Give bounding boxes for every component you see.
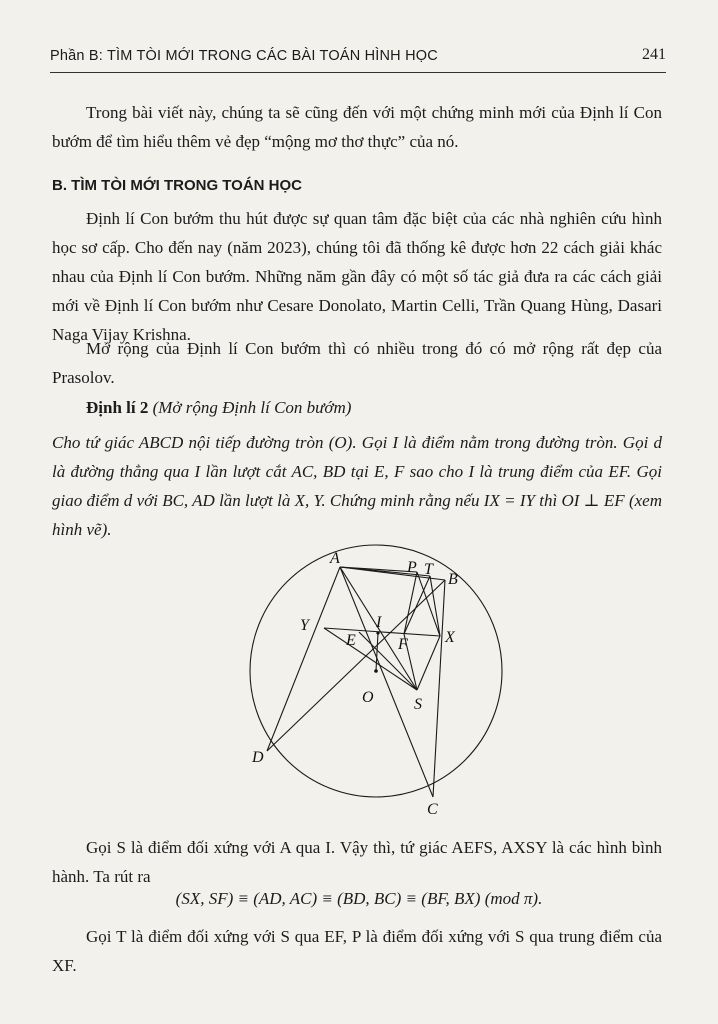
label-I: I [376,614,382,631]
theorem-subtitle: (Mở rộng Định lí Con bướm) [152,398,352,417]
paragraph-points-T-P: Gọi T là điểm đối xứng với S qua EF, P là điểm đối xứng với S qua trung điểm của XF. [52,927,662,975]
line-TF [404,572,417,634]
label-F: F [398,636,408,653]
label-O: O [362,689,374,706]
butterfly-figure [238,536,518,826]
geometry-diagram [238,536,518,826]
chapter-title: Phần B: TÌM TÒI MỚI TRONG CÁC BÀI TOÁN HÌNH HỌC [50,48,438,64]
line-ES [359,632,417,690]
label-Y: Y [300,617,309,634]
label-D: D [252,749,264,766]
theorem-heading [86,398,351,418]
line-XS [417,636,440,690]
paragraph-history: Định lí Con bướm thu hút được sự quan tâm đặc biệt của các nhà nghiên cứu hình học sơ cấp. Cho đến nay (năm 2023), chúng tôi đã thống kê được hơn 22 cách giải khác nhau của Định lí Con bướm. Những năm gần đây có một số tác giả đưa ra các cách giải mới về Định lí Con bướm như Cesare Donolato, Martin Celli, Trần Quang Hùng, Dasari Naga Vijay Krishna. [52,209,662,344]
line-PF [404,576,430,634]
label-T: T [424,561,433,578]
paragraph-point-S: Gọi S là điểm đối xứng với A qua I. Vậy thì, tứ giác AEFS, AXSY là các hình bình hành. Ta rút ra [52,838,662,886]
theorem-label: Định lí 2 [86,398,149,417]
page-number: 241 [642,46,666,63]
label-A: A [330,550,340,567]
label-B: B [448,571,458,588]
page-header [50,44,666,73]
label-P: P [407,559,417,576]
theorem-statement: Cho tứ giác ABCD nội tiếp đường tròn (O). Gọi I là điểm nằm trong đường tròn. Gọi d là đường thẳng qua I lần lượt cắt AC, BD tại E, F sao cho I là trung điểm của EF. Gọi giao điểm d với BC, AD lần lượt là X, Y. Chứng minh rằng nếu IX = IY thì OI ⊥ EF (xem hình vẽ). [52,433,662,539]
label-S: S [414,696,422,713]
line-OI [376,633,378,671]
paragraph-extension: Mở rộng của Định lí Con bướm thì có nhiều trong đó có mở rộng rất đẹp của Prasolov. [52,339,662,387]
line-BC [433,580,445,797]
label-X: X [445,629,455,646]
angle-formula: (SX, SF) ≡ (AD, AC) ≡ (BD, BC) ≡ (BF, BX) (mod π). [175,889,543,908]
label-E: E [346,632,356,649]
label-C: C [427,801,438,818]
line-AD [267,567,340,751]
line-PX [430,576,440,636]
section-heading: B. TÌM TÒI MỚI TRONG TOÁN HỌC [52,177,303,194]
intro-paragraph: Trong bài viết này, chúng ta sẽ cũng đến với một chứng minh mới của Định lí Con bướm để tìm hiểu thêm vẻ đẹp “mộng mơ thơ thực” của nó. [52,103,662,151]
